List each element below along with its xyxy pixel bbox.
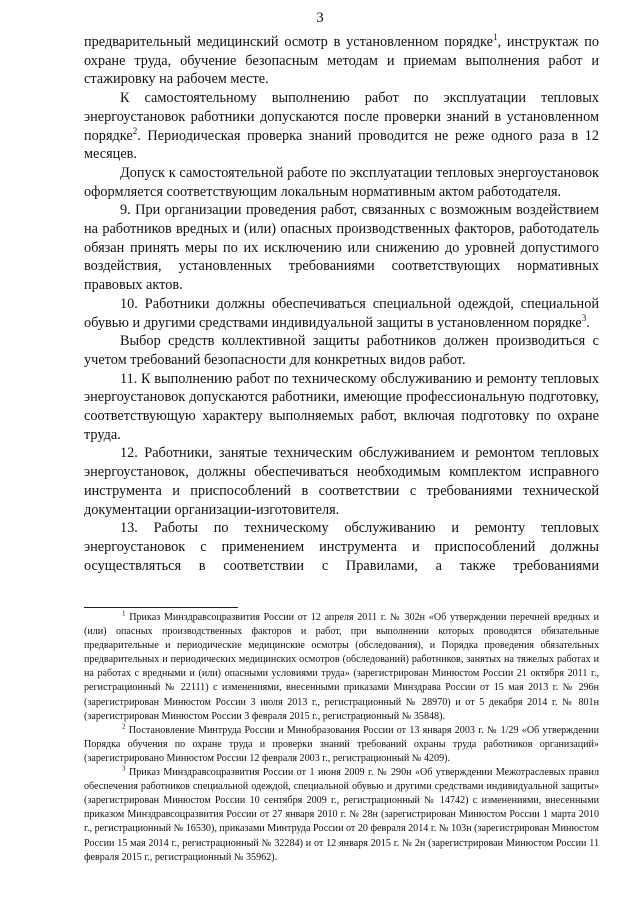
footnote-1: $^1$ Приказ Минздравсоцразвития России от 12 апреля 2011 г. № 302н «Об утверждении перечней вредных и (или) опасных производственных факторов и работ, при выполнении которых проводятся обязательные предварительные и периодические медицинские осмотры (обследования), и Порядка проведения обязательных предварительных и периодических медицинских осмотров (обследований) работников, занятых на тяжелых работах и на работах с вредными и (или) опасными условиями труда» (зарегистрирован Минюстом России 21 октября 2011 г., регистрационный № 22111) с изменениями, внесенными приказами Минздрава России от 15 мая 2013 г. № 296н (зарегистрирован Минюстом России 3 июля 2013 г., регистрационный № 28970) и от 5 декабря 2014 г. № 801н (зарегистрирован Минюстом России 3 февраля 2015 г., регистрационный № 35848). [84, 609, 600, 722]
footnote-separator [84, 607, 238, 608]
footnote-marker-1: 1 [122, 609, 126, 618]
paragraph-knowledge-check: К самостоятельному выполнению работ по эксплуатации тепловых энергоустановок работники допускаются после проверки знаний в установленном порядке$^2$. Периодическая проверка знаний проводится не реже одного раза в 12 месяцев. [84, 90, 599, 163]
footnote-marker-3: 3 [122, 764, 126, 773]
footnote-3: $^3$ Приказ Минздравсоцразвития России от 1 июня 2009 г. № 290н «Об утверждении Межотраслевых правил обеспечения работников специальной одеждой, специальной обувью и другими средствами индивидуальной защиты» (зарегистрирован Минюстом России 10 сентября 2009 г., регистрационный № 14742) с изменениями, внесенными приказом Минздравсоцразвития России от 27 января 2010 г. № 28н (зарегистрирован Минюстом России 1 марта 2010 г., регистрационный № 16530), приказами Минтруда России от 20 февраля 2014 г. № 103н (зарегистрирован Минюстом России 15 мая 2014 г., регистрационный № 32284) и от 12 января 2015 г. № 2н (зарегистрирован Минюстом России 11 февраля 2015 г., регистрационный № 35962). [84, 764, 599, 863]
footnote-ref-2: 2 [132, 125, 138, 136]
paragraph-continuation: предварительный медицинский осмотр в установленном порядке$^1$, инструктаж по охране труда, обучение безопасным методам и приемам выполнения работ и стажировку на рабочем месте. [84, 32, 600, 88]
paragraph-item-13: 13. Работы по техническому обслуживанию и ремонту тепловых энергоустановок с применением инструмента и приспособлений должны осуществляться в соответствии с Правилами, а также требованиями [84, 520, 599, 574]
footnote-ref-3: 3 [581, 312, 587, 323]
paragraph-admission: Допуск к самостоятельной работе по эксплуатации тепловых энергоустановок оформляется соответствующим локальным нормативным актом работодателя. [84, 164, 599, 200]
footnote-2: $^2$ Постановление Минтруда России и Минобразования России от 13 января 2003 г. № 1/29 «Об утверждении Порядка обучения по охране труда и проверки знаний требований охраны труда работников организаций» (зарегистрировано Минюстом России 12 февраля 2003 г., регистрационный № 4209). [84, 722, 599, 764]
paragraph-item-9: 9. При организации проведения работ, связанных с возможным воздействием на работников вредных и (или) опасных производственных факторов, работодатель обязан принять меры по их исключению или снижению до уровней допустимого воздействия, установленных требованиями соответствующих нормативных правовых актов. [84, 202, 599, 294]
footnote-ref-1: 1 [492, 32, 498, 43]
paragraph-item-11: 11. К выполнению работ по техническому обслуживанию и ремонту тепловых энергоустановок допускаются работники, имеющие профессиональную подготовку, соответствующую характеру выполняемых работ, включая подготовку по охране труда. [84, 370, 599, 443]
page-number: 3 [316, 10, 324, 26]
footnote-marker-2: 2 [122, 722, 126, 731]
document-body [84, 33, 599, 575]
paragraph-collective-protection: Выбор средств коллективной защиты работников должен производиться с учетом требований безопасности для конкретных видов работ. [84, 333, 599, 368]
paragraph-item-12: 12. Работники, занятые техническим обслуживанием и ремонтом тепловых энергоустановок, должны обеспечиваться необходимым комплектом исправного инструмента и приспособлений в соответствии с требованиями технической документации организации-изготовителя. [84, 445, 599, 518]
footnotes [84, 611, 599, 865]
paragraph-item-10: 10. Работники должны обеспечиваться специальной одеждой, специальной обувью и другими средствами индивидуальной защиты в установленном порядке$^3$. [84, 295, 599, 331]
